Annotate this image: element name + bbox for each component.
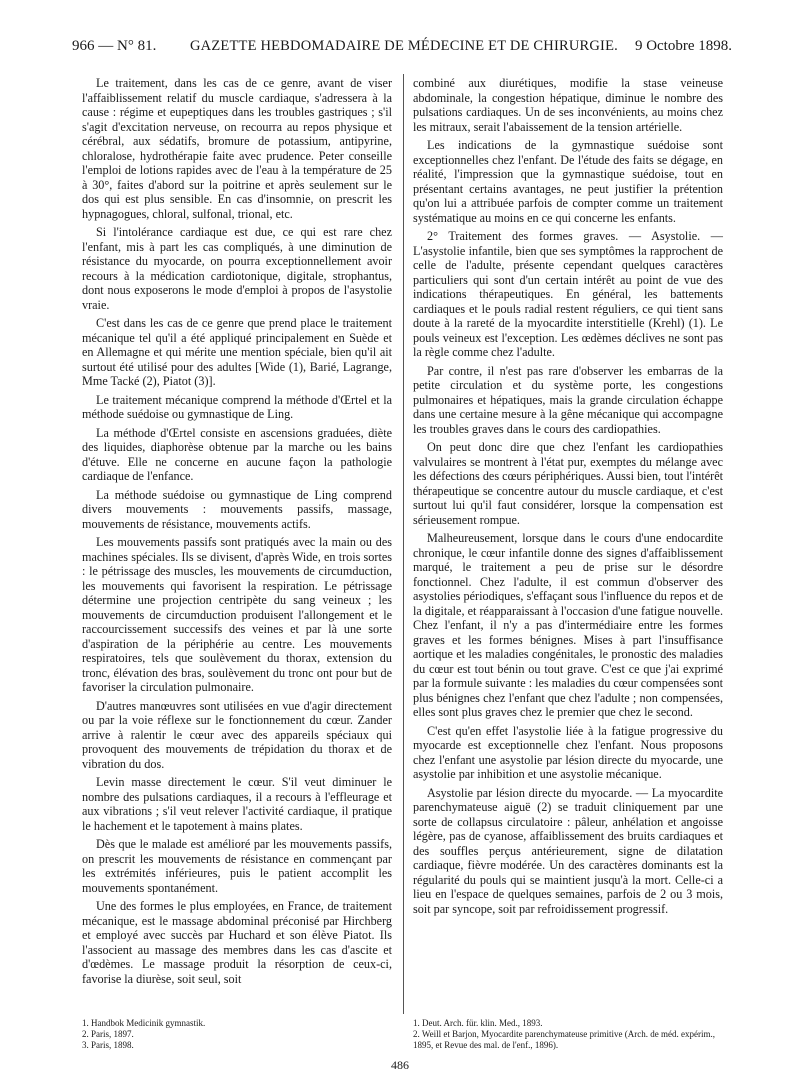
- footnotes-right: [413, 1018, 729, 1051]
- paragraph: La méthode suédoise ou gymnastique de Ling comprend divers mouvements : mouvements passifs, massage, mouvements de résistance, mouvements actifs.: [82, 487, 392, 531]
- footnote: 2. Paris, 1897.: [82, 1029, 134, 1039]
- paragraph: Les indications de la gymnastique suédoise sont exceptionnelles chez l'enfant. De l'étude des faits se dégage, en réalité, l'impression que la gymnastique suédoise, tout en présentant certains avantages, ne peut justifier la prétention qu'on lui a attribuée parfois de compter comme un traitement systématique au moins en ce qui concerne les enfants.: [413, 138, 723, 225]
- paragraph: Si l'intolérance cardiaque est due, ce qui est rare chez l'enfant, mis à part les cas compliqués, à une diminution de résistance du myocarde, on pourra exceptionnellement avoir recours à la médication cardiotonique, digitale, strophantus, dont nous exposerons le mode d'emploi à propos de l'asystolie vraie.: [82, 225, 392, 312]
- paragraph: Les mouvements passifs sont pratiqués avec la main ou des machines spéciales. Ils se divisent, d'après Wide, en trois sortes : le pétrissage des muscles, les mouvements de circumduction, les mouvements qui favorisent la respiration. Le pétrissage détermine une projection centripète du sang veineux ; les mouvements de circumduction produisent l'allongement et le raccourcissement successifs des veines et par là une sorte d'aspiration de la périphérie au centre. Les mouvements respiratoires, tels que soulèvement du thorax, extension du tronc, élévation des bras, soulèvement du tronc ont pour but de favoriser la circulation pulmonaire.: [82, 535, 392, 694]
- paragraph: C'est qu'en effet l'asystolie liée à la fatigue progressive du myocarde est exceptionnelle chez l'enfant. Nous proposons chez l'enfant une asystolie par lésion directe du myocarde, une asystolie par inhibition et une asystolie mécanique.: [413, 723, 723, 781]
- left-column: [82, 76, 392, 990]
- issue-number: 966 — N° 81.: [72, 38, 157, 54]
- footnotes-left: [82, 1018, 398, 1051]
- paragraph: Levin masse directement le cœur. S'il veut diminuer le nombre des pulsations cardiaques, il a recours à l'effleurage et aux vibrations ; s'il veut relever l'activité cardiaque, il pratique le hachement et le tapotement à mains plates.: [82, 775, 392, 833]
- paragraph: D'autres manœuvres sont utilisées en vue d'agir directement ou par la voie réflexe sur le fonctionnement du cœur. Zander arrive à ralentir le cœur avec des appareils spéciaux qui provoquent des mouvements de trépidation du thorax et de vibration du dos.: [82, 698, 392, 771]
- footnote: 2. Weill et Barjon, Myocardite parenchymateuse primitive (Arch. de méd. expérim., 1895, et Revue des mal. de l'enf., 1896).: [413, 1029, 716, 1050]
- journal-title: GAZETTE HEBDOMADAIRE DE MÉDECINE ET DE CHIRURGIE.: [190, 38, 618, 54]
- page-header: [72, 38, 732, 62]
- paragraph: On peut donc dire que chez l'enfant les cardiopathies valvulaires se montrent à l'état pur, exemptes du mélange avec les défections des cœurs périphériques. Aussi bien, tout l'intérêt thérapeutique se concentre autour du muscle cardiaque, et c'est surtout lui qu'il faut considérer, lorsque la compensation est sérieusement rompue.: [413, 440, 723, 527]
- paragraph: Par contre, il n'est pas rare d'observer les embarras de la petite circulation et du système porte, les congestions pulmonaires et hépatiques, mais la grande circulation échappe dans une certaine mesure à la gêne mécanique qui accompagne les troubles graves dans le cours des cardiopathies.: [413, 363, 723, 436]
- issue-date: 9 Octobre 1898.: [634, 38, 732, 54]
- paragraph: Le traitement, dans les cas de ce genre, avant de viser l'affaiblissement relatif du muscle cardiaque, s'adressera à la cause : régime et eupeptiques dans les troubles gastriques ; s'il s'agit d'excitation nerveuse, on recourra au repos physique et cérébral, aux sédatifs, bromure de potassium, antipyrine, chloralose, hydrothérapie faite avec prudence. Peter conseille l'emploi de lotions rapides avec de l'eau à la température de 25 à 30°, faites d'abord sur la poitrine et après seulement sur le dos qui est plus sensible. En cas d'insomnie, on prescrit les hypnagogues, chloral, sulfonal, trional, etc.: [82, 76, 392, 221]
- footnote: 1. Deut. Arch. für. klin. Med., 1893.: [413, 1018, 543, 1028]
- paragraph: 2° Traitement des formes graves. — Asystolie. — L'asystolie infantile, bien que ses symptômes la rapprochent de celle de l'adulte, présente cependant quelques caractères particuliers qui sont d'un certain intérêt au point de vue des indications thérapeutiques. En général, les battements cardiaques et le pouls radial restent réguliers, ce qui tient sans doute à la rareté de la myocardite interstitielle (Krehl) (1). Le pouls veineux est l'exception. Les œdèmes déclives ne sont pas la règle comme chez l'adulte.: [413, 229, 723, 359]
- paragraph: Le traitement mécanique comprend la méthode d'Œrtel et la méthode suédoise ou gymnastique de Ling.: [82, 392, 392, 421]
- paragraph: Malheureusement, lorsque dans le cours d'une endocardite chronique, le cœur infantile donne des signes d'affaiblissement marqué, le traitement a peu de prise sur le désordre fonctionnel. Chez l'adulte, il est commun d'observer des asystolies périodiques, s'effaçant sous l'influence du repos et de la digitale, et réapparaissant à l'occasion d'une fatigue nouvelle. Chez l'enfant, il n'y a pas d'intermédiaire entre les formes graves et les formes bénignes. Mises à part l'insuffisance aortique et les maladies congénitales, le pronostic des maladies du cœur est tout bénin ou tout grave. C'est ce que j'ai exprimé par la formule suivante : les maladies du cœur compensées sont plus bénignes chez l'enfant que chez l'adulte ; non compensées, elles sont plus graves chez le premier que chez le second.: [413, 531, 724, 719]
- paragraph: Asystolie par lésion directe du myocarde. — La myocardite parenchymateuse aiguë (2) se traduit cliniquement par une sorte de collapsus circulatoire : pâleur, anhélation et angoisse légère, pas de cyanose, affaiblissement des bruits cardiaques et des souffles perçus antérieurement, signe de dilatation cardiaque, fièvre modérée. Un des caractères dominants est la régularité du pouls qui se maintient jusqu'à la mort. Celle-ci a lieu en l'espace de quelques semaines, parfois de 2 ou 3 mois, soit par syncope, soit par refroidissement progressif.: [413, 785, 723, 916]
- right-column: [413, 76, 723, 920]
- paragraph: Une des formes le plus employées, en France, de traitement mécanique, est le massage abdominal préconisé par Hirchberg et employé avec succès par Huchard et son élève Piatot. Ils l'associent au massage des membres dans les cas d'ascite et d'œdèmes. Le massage produit la résorption de ceux-ci, favorise la diurèse, soit seul, soit: [82, 899, 392, 986]
- page-number: 486: [391, 1058, 409, 1072]
- column-divider: [403, 74, 404, 1014]
- footnote: 3. Paris, 1898.: [82, 1040, 134, 1050]
- paragraph: Dès que le malade est amélioré par les mouvements passifs, on prescrit les mouvements de résistance en commençant par les extrémités inférieures, puis le patient accomplit les mouvements spontanément.: [82, 837, 392, 895]
- footnote: 1. Handbok Medicinik gymnastik.: [82, 1018, 206, 1028]
- paragraph: C'est dans les cas de ce genre que prend place le traitement mécanique tel qu'il a été appliqué principalement en Suède et en Allemagne et qui mérite une mention spéciale, bien qu'il ait surtout été utilisé pour des adultes [Wide (1), Barié, Lagrange, Mme Tacké (2), Piatot (3)].: [82, 316, 392, 388]
- paragraph: combiné aux diurétiques, modifie la stase veineuse abdominale, la congestion hépatique, diminue le nombre des pulsations cardiaques. Un de ses inconvénients, au moins chez les mitraux, serait l'abaissement de la tension artérielle.: [413, 76, 723, 134]
- paragraph: La méthode d'Œrtel consiste en ascensions graduées, diète des liquides, diaphorèse obtenue par la marche ou les bains d'étuve. Elle ne concerne en aucune façon la pathologie cardiaque de l'enfance.: [82, 425, 392, 483]
